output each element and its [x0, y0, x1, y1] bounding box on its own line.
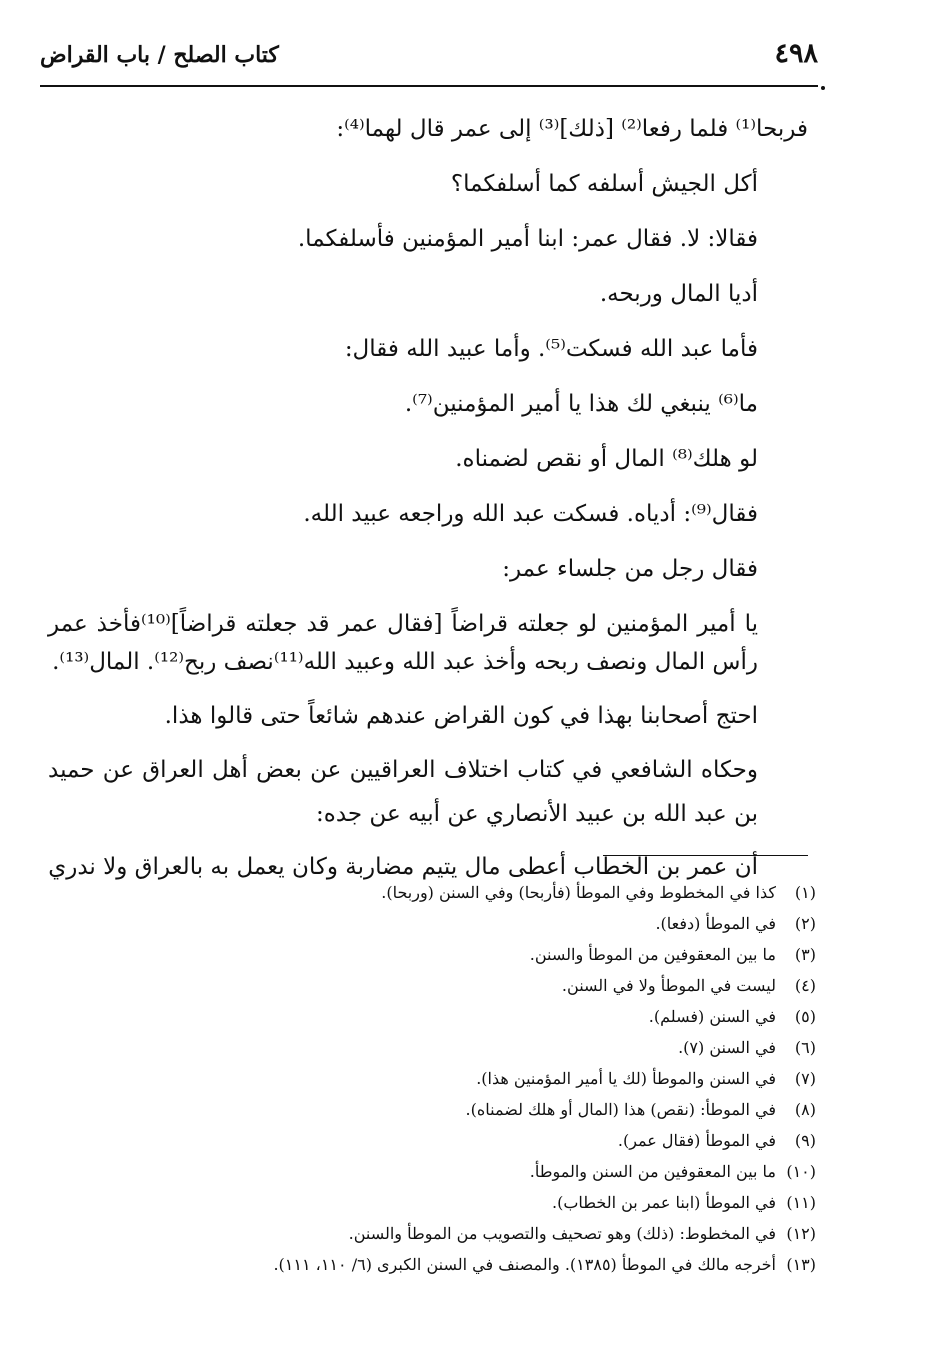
footnote-number: (٤) — [794, 976, 816, 995]
footnote-number: (٩) — [794, 1131, 816, 1150]
paragraph: فقال⁽⁹⁾: أدياه. فسكت عبد الله وراجعه عبيد الله. — [303, 501, 758, 527]
paragraph: فقالا: لا. فقال عمر: ابنا أمير المؤمنين فأسلفكما. — [297, 226, 758, 252]
footnote-separator — [603, 855, 808, 856]
paragraph: احتج أصحابنا بهذا في كون القراض عندهم شائعاً حتى قالوا هذا. — [164, 703, 758, 729]
main-text — [48, 102, 808, 895]
running-head: كتاب الصلح / باب القراض — [40, 42, 279, 68]
footnote — [80, 1094, 816, 1125]
footnotes — [80, 877, 816, 1280]
header-rule — [40, 85, 818, 87]
footnote — [80, 1187, 816, 1218]
paragraph: فقال رجل من جلساء عمر: — [502, 556, 758, 582]
paragraph: أكل الجيش أسلفه كما أسلفكما؟ — [450, 171, 758, 197]
footnote-text: في الموطأ: (نقص) هذا (المال أو هلك لضمناه). — [465, 1100, 776, 1119]
paragraph: فأما عبد الله فسكت⁽⁵⁾. وأما عبيد الله فقال: — [344, 336, 758, 362]
footnote — [80, 970, 816, 1001]
footnote-text: في الموطأ (فقال عمر). — [617, 1131, 776, 1150]
footnote-text: ما بين المعقوفين من الموطأ والسنن. — [529, 945, 776, 964]
footnote-text: ما بين المعقوفين من السنن والموطأ. — [529, 1162, 776, 1181]
footnote — [80, 877, 816, 908]
paragraph: لو هلك⁽⁸⁾ المال أو نقص لضمناه. — [455, 446, 758, 472]
footnote-text: في الموطأ (ابنا عمر بن الخطاب). — [552, 1193, 776, 1212]
footnote — [80, 1125, 816, 1156]
header-rule-dot — [821, 86, 825, 90]
footnote-number: (٣) — [794, 945, 816, 964]
footnote-text: ليست في الموطأ ولا في السنن. — [561, 976, 776, 995]
paragraph: فربحا⁽¹⁾ فلما رفعا⁽²⁾ [ذلك]⁽³⁾ إلى عمر قال لهما⁽⁴⁾: — [336, 116, 808, 142]
footnote-number: (٢) — [794, 914, 816, 933]
footnote-number: (٥) — [794, 1007, 816, 1026]
footnote — [80, 1032, 816, 1063]
footnote-text: كذا في المخطوط وفي الموطأ (فأربحا) وفي السنن (وربحا). — [381, 883, 776, 902]
footnote-text: في المخطوط: (ذلك) وهو تصحيف والتصويب من الموطأ والسنن. — [348, 1224, 776, 1243]
footnote — [80, 1218, 816, 1249]
footnote-number: (٦) — [794, 1038, 816, 1057]
footnote-text: في السنن (٧). — [678, 1038, 776, 1057]
footnote-number: (٧) — [794, 1069, 816, 1088]
footnote — [80, 1156, 816, 1187]
paragraph: يا أمير المؤمنين لو جعلته قراضاً [فقال عمر قد جعلته قراضاً]⁽¹⁰⁾فأخذ عمر رأس المال ونصف ربحه وأخذ عبد الله وعبيد الله⁽¹¹⁾نصف ربح⁽¹²⁾. المال⁽¹³⁾. — [48, 611, 758, 675]
footnote — [80, 1249, 816, 1280]
footnote-number: (١١) — [786, 1193, 816, 1212]
paragraph: أديا المال وربحه. — [599, 281, 758, 307]
footnote-number: (١) — [794, 883, 816, 902]
footnote-text: في السنن والموطأ (لك يا أمير المؤمنين هذا). — [476, 1069, 776, 1088]
footnote — [80, 939, 816, 970]
footnote — [80, 908, 816, 939]
footnote-number: (١٠) — [786, 1162, 816, 1181]
paragraph: أن عمر بن الخطاب أعطى مال يتيم مضاربة وكان يعمل به بالعراق ولا ندري — [48, 854, 758, 880]
footnote-text: أخرجه مالك في الموطأ (١٣٨٥). والمصنف في السنن الكبرى (٦/ ١١٠، ١١١). — [273, 1255, 776, 1274]
page-number: ٤٩٨ — [774, 38, 818, 69]
footnote-number: (٨) — [794, 1100, 816, 1119]
footnote-number: (١٣) — [786, 1255, 816, 1274]
footnote — [80, 1063, 816, 1094]
page-header — [40, 38, 818, 84]
paragraph: وحكاه الشافعي في كتاب اختلاف العراقيين عن بعض أهل العراق عن حميد بن عبد الله بن عبيد الأنصاري عن أبيه عن جده: — [48, 757, 758, 827]
footnote — [80, 1001, 816, 1032]
footnote-text: في الموطأ (دفعا). — [655, 914, 776, 933]
paragraph: ما⁽⁶⁾ ينبغي لك هذا يا أمير المؤمنين⁽⁷⁾. — [404, 391, 758, 417]
footnote-number: (١٢) — [786, 1224, 816, 1243]
footnote-text: في السنن (فسلم). — [648, 1007, 776, 1026]
